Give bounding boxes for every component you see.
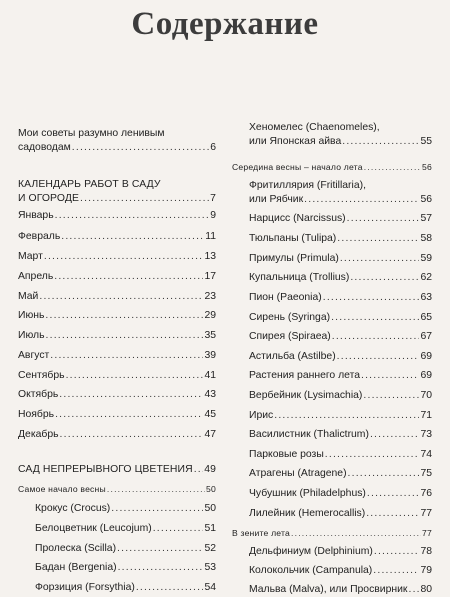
dot-leader (363, 389, 419, 403)
toc-entry[interactable] (232, 271, 432, 285)
dot-leader (55, 408, 203, 422)
toc-entry[interactable] (18, 250, 216, 264)
toc-entry[interactable] (232, 526, 432, 540)
dot-leader (408, 583, 419, 597)
toc-entry-page-number: 43 (204, 389, 216, 400)
toc-entry-page-number: 62 (420, 272, 432, 283)
toc-entry-title: Спирея (Spiraea) (249, 331, 331, 342)
toc-entry-title-line: Хеномелес (Chaenomeles), (249, 122, 380, 133)
toc-entry[interactable] (18, 482, 216, 496)
toc-entry-title: Март (18, 251, 43, 262)
toc-entry[interactable] (18, 230, 216, 244)
dot-leader (366, 507, 419, 521)
dot-leader (45, 309, 203, 323)
toc-entry[interactable] (232, 369, 432, 383)
toc-entry-title: Июнь (18, 310, 45, 321)
toc-entry[interactable] (232, 291, 432, 305)
toc-entry-page-number: 11 (205, 231, 216, 242)
toc-entry-title: Вербейник (Lysimachia) (249, 390, 363, 401)
toc-entry-title: Тюльпаны (Tulipa) (249, 233, 337, 244)
toc-entry-page-number: 78 (420, 546, 432, 557)
toc-entry-title: Дельфиниум (Delphinium) (249, 546, 373, 557)
toc-entry-page-number: 63 (420, 292, 432, 303)
toc-entry[interactable] (18, 502, 216, 516)
toc-entry-title: Растения раннего лета (249, 370, 360, 381)
toc-entry-title: Январь (18, 210, 54, 221)
toc-entry-page-number: 41 (204, 370, 216, 381)
toc-entry-page-number: 65 (420, 312, 432, 323)
toc-entry-title: Мальва (Malva), или Просвирник (249, 584, 408, 595)
page-title: Содержание (131, 6, 319, 42)
toc-entry[interactable] (18, 561, 216, 575)
dot-leader (347, 212, 420, 226)
toc-entry[interactable] (232, 252, 432, 266)
toc-entry-page-number: 59 (420, 253, 432, 264)
toc-entry-page-number: 73 (420, 429, 432, 440)
toc-entry[interactable] (18, 581, 216, 595)
toc-entry-title: или Японская айва (249, 136, 342, 147)
dot-leader (61, 230, 204, 244)
toc-entry-title: садоводам (18, 142, 71, 153)
toc-entry-title: или Рябчик (249, 194, 304, 205)
toc-entry[interactable] (232, 409, 432, 423)
toc-entry[interactable] (18, 388, 216, 402)
dot-leader (332, 330, 420, 344)
toc-entry-title: Василистник (Thalictrum) (249, 429, 369, 440)
toc-entry[interactable] (232, 467, 432, 481)
dot-leader (340, 252, 420, 266)
toc-entry[interactable] (232, 212, 432, 226)
dot-leader (107, 482, 205, 496)
dot-leader (323, 291, 420, 305)
toc-entry-title: Белоцветник (Leucojum) (35, 523, 152, 534)
toc-entry[interactable] (18, 349, 216, 363)
toc-entry-title: Астильба (Astilbe) (249, 351, 336, 362)
toc-entry-page-number: 70 (420, 390, 432, 401)
toc-entry[interactable] (18, 209, 216, 223)
toc-entry[interactable] (232, 583, 432, 597)
dot-leader (364, 160, 421, 174)
dot-leader (111, 502, 203, 516)
toc-entry[interactable] (18, 369, 216, 383)
toc-entry-page-number: 51 (204, 523, 216, 534)
toc-entry-page-number: 53 (204, 562, 216, 573)
toc-entry-title: Самое начало весны (18, 484, 106, 494)
toc-entry-page-number: 35 (204, 330, 216, 341)
dot-leader (337, 350, 420, 364)
toc-entry-title: Август (18, 350, 50, 361)
toc-entry-page-number: 50 (204, 503, 216, 514)
toc-entry-title: САД НЕПРЕРЫВНОГО ЦВЕТЕНИЯ (18, 464, 193, 475)
toc-entry[interactable] (18, 542, 216, 556)
dot-leader (374, 545, 420, 559)
toc-entry-title: Ирис (249, 410, 274, 421)
dot-leader (39, 290, 203, 304)
toc-entry-title: Парковые розы (249, 449, 324, 460)
toc-entry[interactable] (18, 463, 216, 477)
dot-leader (342, 135, 419, 149)
toc-entry-title: Середина весны – начало лета (232, 162, 363, 172)
dot-leader (66, 369, 204, 383)
toc-entry-page-number: 52 (204, 543, 216, 554)
dot-leader (350, 271, 419, 285)
toc-entry-page-number: 79 (420, 565, 432, 576)
dot-leader (117, 542, 203, 556)
toc-entry[interactable] (232, 232, 432, 246)
toc-entry[interactable] (232, 448, 432, 462)
toc-entry-page-number: 69 (420, 370, 432, 381)
toc-entry-page-number: 67 (420, 331, 432, 342)
toc-entry[interactable] (232, 545, 432, 559)
toc-entry-page-number: 23 (204, 291, 216, 302)
toc-entry[interactable] (232, 311, 432, 325)
toc-entry[interactable] (18, 309, 216, 323)
toc-entry-page-number: 74 (420, 449, 432, 460)
toc-entry-page-number: 56 (420, 194, 432, 205)
dot-leader (291, 526, 421, 540)
toc-entry-page-number: 58 (420, 233, 432, 244)
toc-entry-page-number: 9 (210, 210, 216, 221)
toc-entry-page-number: 49 (204, 464, 216, 475)
dot-leader (373, 564, 419, 578)
toc-entry-title: Атрагены (Atragene) (249, 468, 347, 479)
dot-leader (325, 448, 420, 462)
dot-leader (274, 409, 419, 423)
toc-entry[interactable] (232, 350, 432, 364)
dot-leader (331, 311, 419, 325)
toc-entry[interactable] (232, 428, 432, 442)
toc-entry-page-number: 71 (420, 410, 432, 421)
dot-leader (194, 463, 204, 477)
toc-entry-page-number: 76 (420, 488, 432, 499)
toc-entry-title: Декабрь (18, 429, 59, 440)
toc-entry-title: Пион (Paeonia) (249, 292, 322, 303)
toc-entry-page-number: 50 (206, 484, 216, 494)
toc-entry-title: И ОГОРОДЕ (18, 193, 79, 204)
toc-entry-page-number: 57 (420, 213, 432, 224)
dot-leader (44, 250, 204, 264)
toc-entry-title: Ноябрь (18, 409, 55, 420)
toc-entry[interactable] (232, 330, 432, 344)
toc-entry[interactable] (18, 408, 216, 422)
toc-entry-page-number: 77 (422, 528, 432, 538)
toc-entry[interactable] (232, 487, 432, 501)
dot-leader (59, 388, 203, 402)
dot-leader (118, 561, 204, 575)
toc-entry-title: Сентябрь (18, 370, 65, 381)
dot-leader (348, 467, 420, 481)
toc-entry-title: Май (18, 291, 39, 302)
dot-leader (136, 581, 204, 595)
dot-leader (370, 428, 420, 442)
dot-leader (337, 232, 419, 246)
toc-entry[interactable] (232, 160, 432, 174)
toc-entry-title: Апрель (18, 271, 54, 282)
toc-entry-page-number: 13 (204, 251, 216, 262)
dot-leader (72, 141, 209, 155)
dot-leader (153, 522, 204, 536)
toc-entry-title: Форзиция (Forsythia) (35, 582, 135, 593)
toc-entry-page-number: 39 (204, 350, 216, 361)
toc-entry-title: Примулы (Primula) (249, 253, 339, 264)
toc-entry[interactable] (232, 121, 432, 149)
dot-leader (367, 487, 420, 501)
toc-entry-page-number: 75 (420, 468, 432, 479)
toc-entry-title: Июль (18, 330, 45, 341)
toc-entry[interactable] (232, 564, 432, 578)
toc-entry[interactable] (18, 270, 216, 284)
toc-entry[interactable] (18, 178, 216, 206)
toc-entry-title-line: Фритиллярия (Fritillaria), (249, 180, 366, 191)
toc-entry-title: Купальница (Trollius) (249, 272, 350, 283)
dot-leader (46, 329, 204, 343)
toc-entry-title: Бадан (Bergenia) (35, 562, 117, 573)
toc-entry-title: Октябрь (18, 389, 59, 400)
toc-entry-title: Февраль (18, 231, 61, 242)
dot-leader (361, 369, 419, 383)
toc-entry-page-number: 17 (204, 271, 216, 282)
toc-entry[interactable] (232, 389, 432, 403)
toc-entry-title: Крокус (Crocus) (35, 503, 111, 514)
dot-leader (304, 193, 419, 207)
toc-entry[interactable] (232, 179, 432, 207)
toc-entry-title: Пролеска (Scilla) (35, 543, 117, 554)
toc-entry[interactable] (18, 428, 216, 442)
toc-entry[interactable] (232, 507, 432, 521)
toc-entry-title-line: Мои советы разумно ленивым (18, 128, 165, 139)
toc-entry-title-line: КАЛЕНДАРЬ РАБОТ В САДУ (18, 179, 161, 190)
toc-entry-page-number: 56 (422, 162, 432, 172)
toc-entry-title: Колокольчик (Campanula) (249, 565, 373, 576)
dot-leader (50, 349, 203, 363)
toc-entry[interactable] (18, 329, 216, 343)
toc-entry-title: Чубушник (Philadelphus) (249, 488, 366, 499)
toc-entry-page-number: 47 (204, 429, 216, 440)
toc-entry[interactable] (18, 522, 216, 536)
toc-entry-title: Нарцисс (Narcissus) (249, 213, 346, 224)
toc-entry-title: В зените лета (232, 528, 291, 538)
toc-entry[interactable] (18, 290, 216, 304)
dot-leader (60, 428, 204, 442)
toc-entry-page-number: 45 (204, 409, 216, 420)
toc-entry-page-number: 29 (204, 310, 216, 321)
toc-entry-page-number: 54 (204, 582, 216, 593)
toc-entry-page-number: 7 (210, 193, 216, 204)
toc-entry-page-number: 77 (420, 508, 432, 519)
dot-leader (80, 192, 209, 206)
dot-leader (55, 209, 210, 223)
toc-entry-page-number: 69 (420, 351, 432, 362)
toc-entry-title: Лилейник (Hemerocallis) (249, 508, 366, 519)
toc-entry[interactable] (18, 127, 216, 155)
toc-entry-page-number: 6 (210, 142, 216, 153)
toc-entry-page-number: 80 (420, 584, 432, 595)
dot-leader (54, 270, 203, 284)
toc-entry-page-number: 55 (420, 136, 432, 147)
toc-entry-title: Сирень (Syringa) (249, 312, 331, 323)
